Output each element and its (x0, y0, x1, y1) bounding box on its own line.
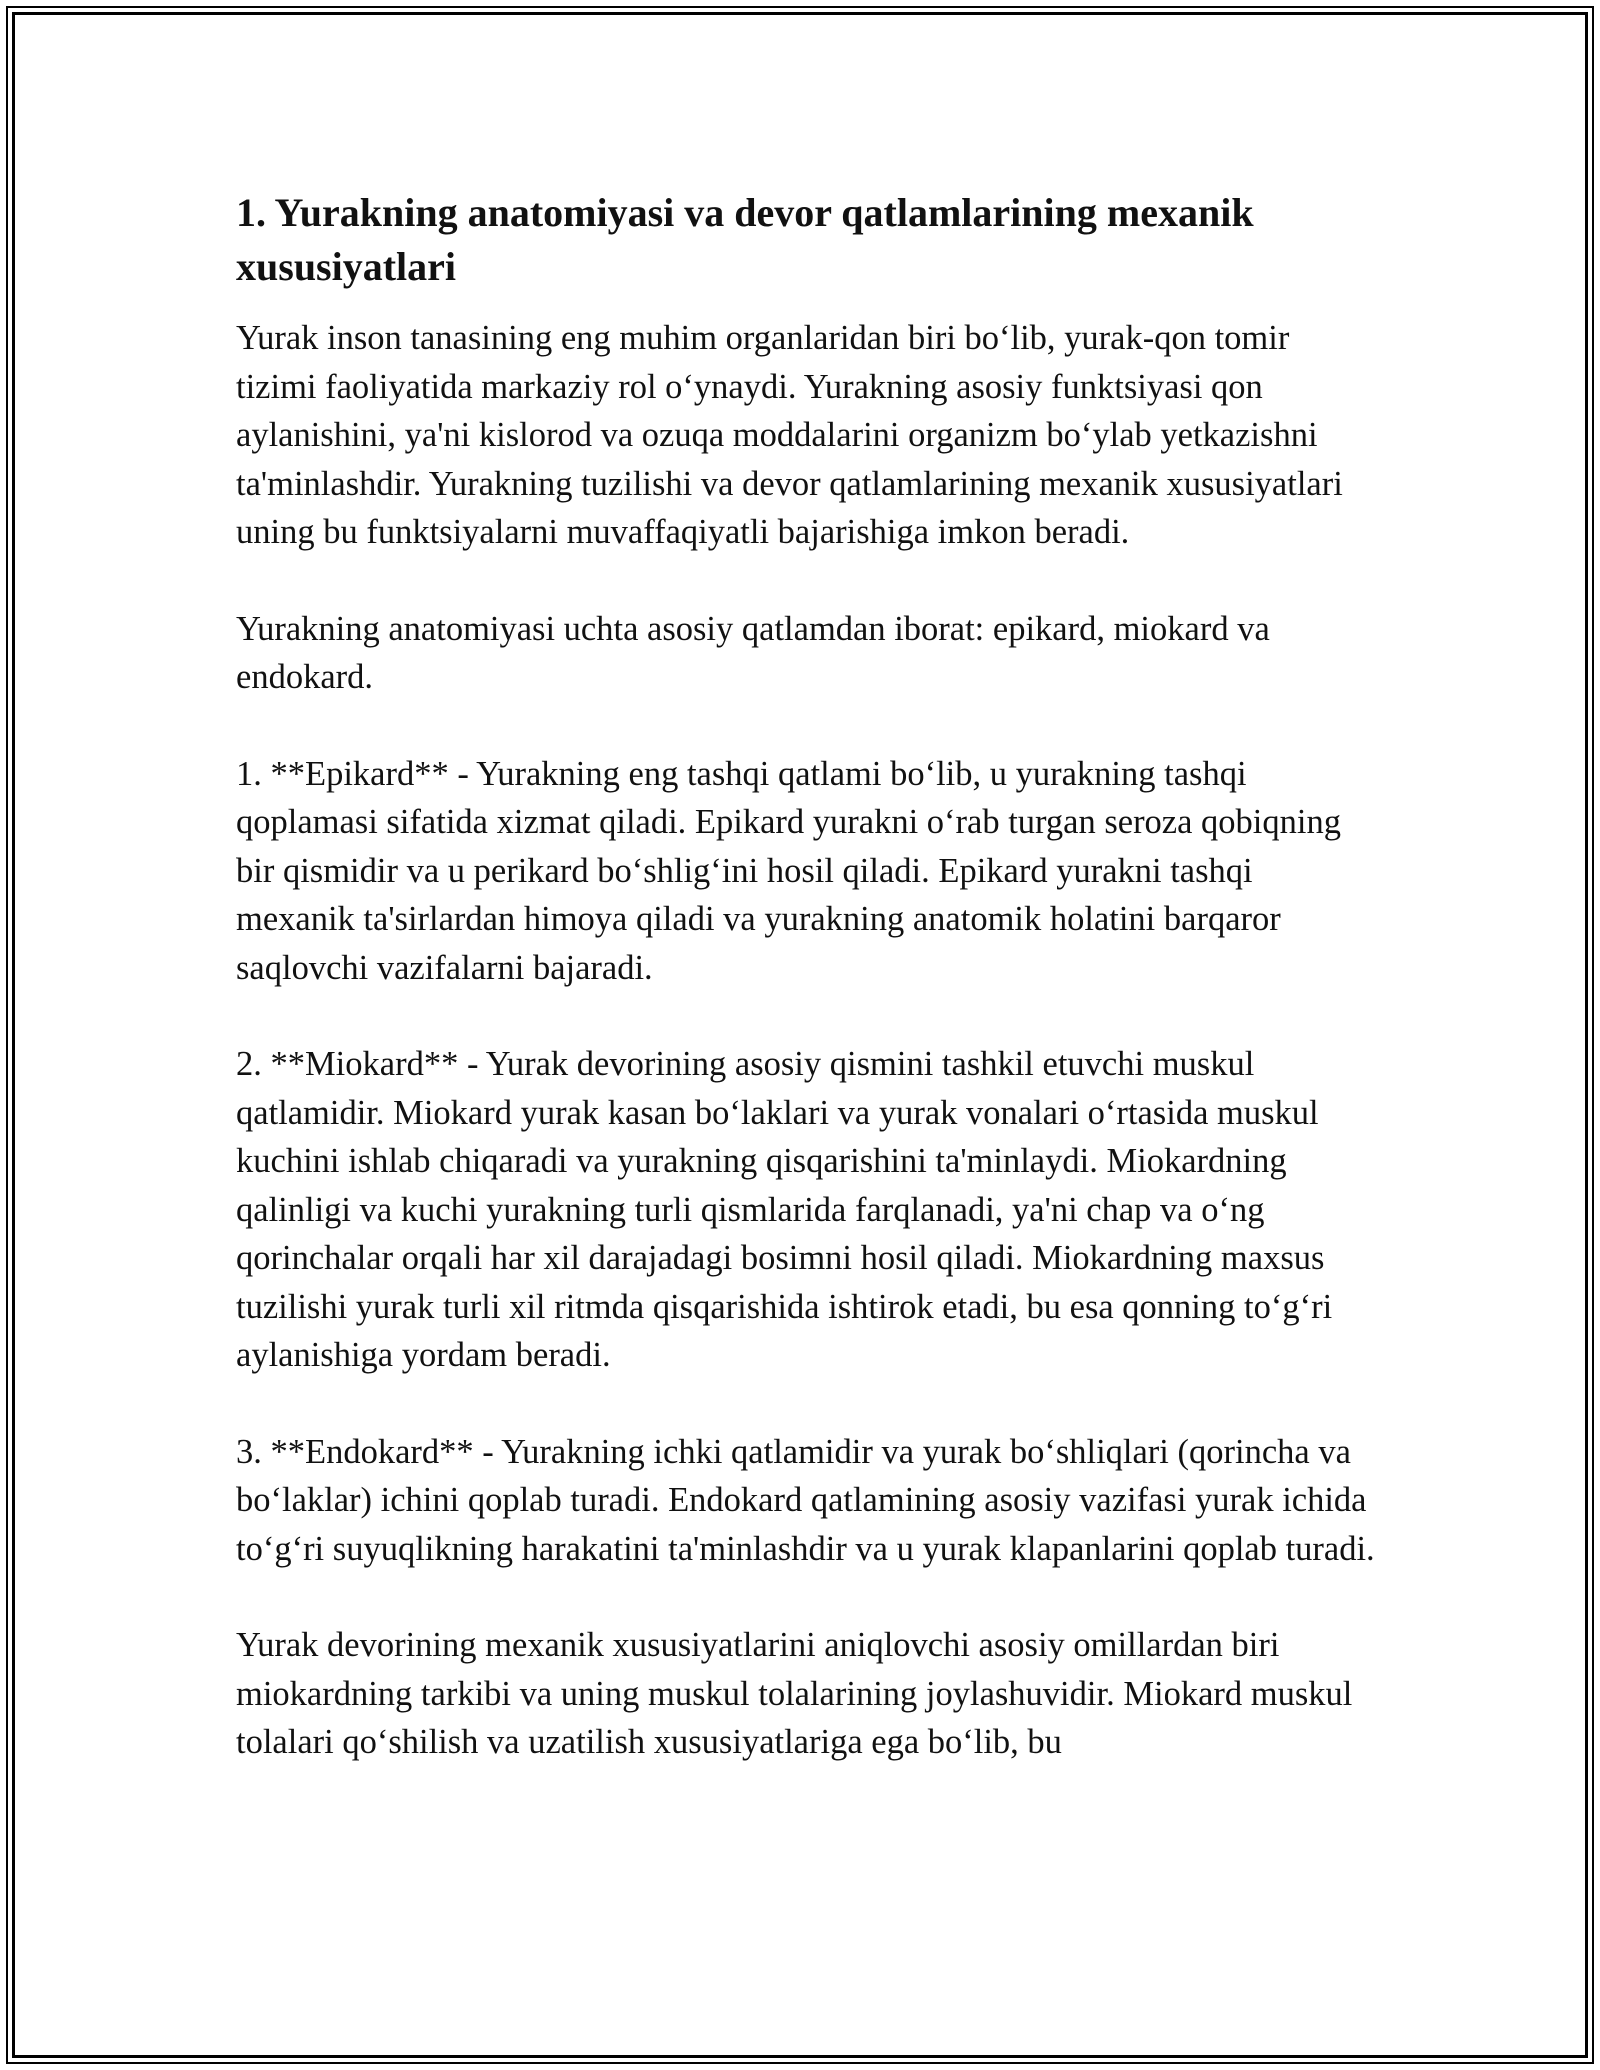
paragraph-endokard: 3. **Endokard** - Yurakning ichki qatlamidir va yurak bo‘shliqlari (qorincha va bo‘laklar) ichini qoplab turadi. Endokard qatlamining asosiy vazifasi yurak ichida to‘g‘ri suyuqlikning harakatini ta'minlashdir va u yurak klapanlarini qoplab turadi. (236, 1432, 1375, 1568)
paragraph-layers-overview: Yurakning anatomiyasi uchta asosiy qatlamdan iborat: epikard, miokard va endokard. (236, 609, 1270, 696)
section-heading: 1. Yurakning anatomiyasi va devor qatlamlarining mexanik xususiyatlari (236, 190, 1254, 289)
document-body (236, 186, 1376, 1815)
paragraph-miokard: 2. **Miokard** - Yurak devorining asosiy qismini tashkil etuvchi muskul qatlamidir. Miokard yurak kasan bo‘laklari va yurak vonalari o‘rtasida muskul kuchini ishlab chiqaradi va yurakning qisqarishini ta'minlaydi. Miokardning qalinligi va kuchi yurakning turli qismlarida farqlanadi, ya'ni chap va o‘ng qorinchalar orqali har xil darajadagi bosimni hosil qiladi. Miokardning maxsus tuzilishi yurak turli xil ritmda qisqarishida ishtirok etadi, bu esa qonning to‘g‘ri aylanishiga yordam beradi. (236, 1045, 1333, 1374)
paragraph-mechanical-properties: Yurak devorining mexanik xususiyatlarini aniqlovchi asosiy omillardan biri miokardning tarkibi va uning muskul tolalarining joylashuvidir. Miokard muskul tolalari qo‘shilish va uzatilish xususiyatlariga ega bo‘lib, bu (236, 1626, 1353, 1761)
paragraph-intro: Yurak inson tanasining eng muhim organlaridan biri bo‘lib, yurak-qon tomir tizimi faoliyatida markaziy rol o‘ynaydi. Yurakning asosiy funktsiyasi qon aylanishini, ya'ni kislorod va ozuqa moddalarini organizm bo‘ylab yetkazishni ta'minlashdir. Yurakning tuzilishi va devor qatlamlarining mexanik xususiyatlari uning bu funktsiyalarni muvaffaqiyatli bajarishiga imkon beradi. (236, 319, 1343, 551)
paragraph-epikard: 1. **Epikard** - Yurakning eng tashqi qatlami bo‘lib, u yurakning tashqi qoplamasi sifatida xizmat qiladi. Epikard yurakni o‘rab turgan seroza qobiqning bir qismidir va u perikard bo‘shlig‘ini hosil qiladi. Epikard yurakni tashqi mexanik ta'sirlardan himoya qiladi va yurakning anatomik holatini barqaror saqlovchi vazifalarni bajaradi. (236, 754, 1341, 987)
